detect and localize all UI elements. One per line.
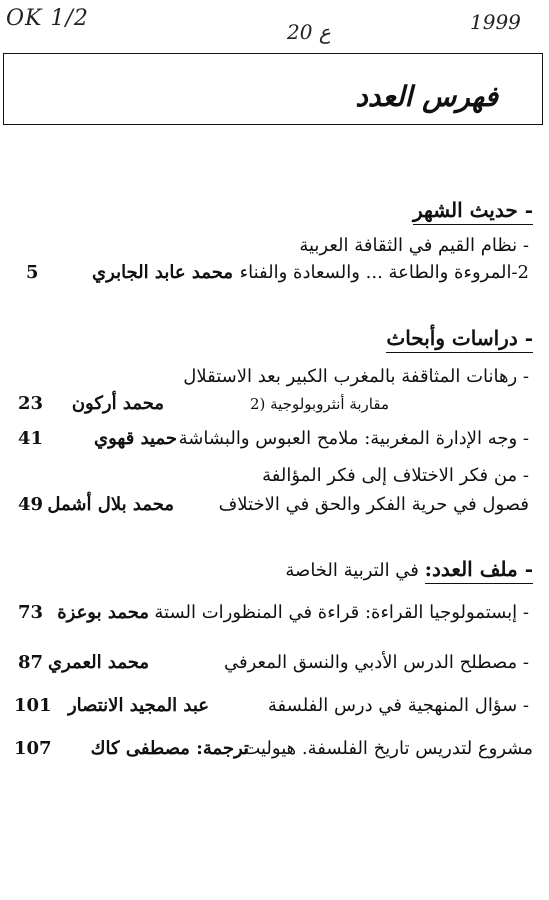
toc-entry-title: - من فكر الاختلاف إلى فكر المؤالفة: [262, 465, 529, 486]
toc-entry-page-number: 5: [26, 262, 39, 283]
toc-entry-author: محمد بلال أشمل: [47, 494, 174, 515]
toc-entry-author: محمد أركون: [71, 393, 164, 414]
section-heading-dossier: [285, 557, 533, 581]
toc-entry-page-number: 101: [14, 695, 52, 716]
toc-entry-page-number: 41: [18, 428, 44, 449]
toc-entry-author: محمد بوعزة: [57, 602, 149, 623]
toc-entry-page-number: 49: [18, 494, 44, 515]
toc-entry-title: - نظام القيم في الثقافة العربية: [299, 235, 529, 256]
toc-entry-author: ترجمة: مصطفى كاك: [90, 738, 249, 759]
toc-entry-page-number: 107: [14, 738, 52, 759]
toc-entry-author: عبد المجيد الانتصار: [67, 695, 209, 716]
section-heading-suffix: في التربية الخاصة: [285, 560, 419, 581]
toc-entry-author: حميد قهوي: [94, 428, 177, 449]
toc-entry-subtitle: 2-المروءة والطاعة ... والسعادة والفناء: [239, 262, 529, 283]
handwritten-reference-note: OK 1/2: [6, 6, 89, 31]
toc-entry-title: - مصطلح الدرس الأدبي والنسق المعرفي: [224, 652, 529, 673]
section-heading-month-talk: [413, 198, 533, 222]
toc-entry-title: مشروع لتدريس تاريخ الفلسفة. هيوليت: [243, 738, 533, 759]
handwritten-issue-note: 20 ع: [287, 20, 331, 44]
toc-entry-title: - إبستمولوجيا القراءة: قراءة في المنظورات الستة: [154, 602, 529, 623]
toc-entry-title: - سؤال المنهجية في درس الفلسفة: [267, 695, 529, 716]
page-title: فهرس العدد: [355, 80, 498, 113]
toc-entry-subtitle: مقاربة أنثروبولوجية (2: [249, 395, 389, 413]
toc-entry-page-number: 87: [18, 652, 44, 673]
title-box: [3, 53, 543, 125]
toc-entry-page-number: 23: [18, 393, 44, 414]
toc-entry-author: محمد عابد الجابري: [92, 262, 233, 283]
toc-entry-author: محمد العمري: [48, 652, 149, 673]
toc-entry-title: - رهانات المثاقفة بالمغرب الكبير بعد الاستقلال: [183, 366, 529, 387]
section-heading-studies: [386, 326, 533, 350]
toc-entry-subtitle: فصول في حرية الفكر والحق في الاختلاف: [218, 494, 529, 515]
section-heading-text: - ملف العدد:: [425, 557, 533, 584]
section-heading-text: - حديث الشهر: [413, 198, 533, 225]
section-heading-text: - دراسات وأبحاث: [386, 326, 533, 353]
toc-entry-page-number: 73: [18, 602, 44, 623]
toc-entry-title: - وجه الإدارة المغربية: ملامح العبوس والبشاشة: [178, 428, 529, 449]
handwritten-year-note: 1999: [470, 10, 521, 34]
